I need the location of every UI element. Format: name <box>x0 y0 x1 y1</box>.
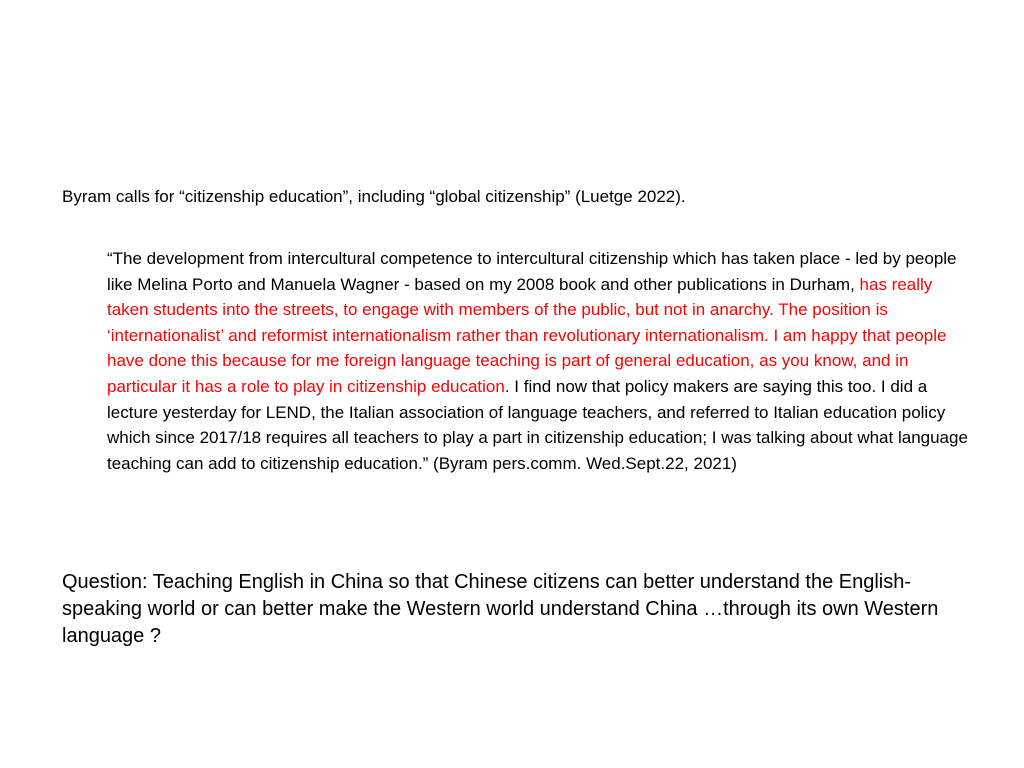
quote-highlight: has really taken students into the streets, to engage with members of the public, but not in anarchy. The position is ‘internationalist’ and reformist internationalism rather than revolutionary internationalism. I am happy that people have done this because for me foreign language teaching is part of general education, as you know, and in particular it has a role to play in citizenship education <box>107 274 947 396</box>
quote-text-end: . I find now that policy makers are saying this too. I did a lecture yesterday for LEND, the Italian association of language teachers, and referred to Italian education policy which since 2017/18 requires all teachers to play a part in citizenship education; I was talking about what language teaching can add to citizenship education.” (Byram pers.comm. Wed.Sept.22, 2021) <box>107 376 968 473</box>
quote-text-start: “The development from intercultural competence to intercultural citizenship which has taken place - led by people like Melina Porto and Manuela Wagner - based on my 2008 book and other publications in Durham, <box>107 249 957 294</box>
intro-text: Byram calls for “citizenship education”, including “global citizenship” (Luetge 2022). <box>62 187 686 206</box>
byram-quote <box>107 246 969 476</box>
question-text: Question: Teaching English in China so that Chinese citizens can better understand the English-speaking world or can better make the Western world understand China …through its own Western language ? <box>62 571 939 647</box>
